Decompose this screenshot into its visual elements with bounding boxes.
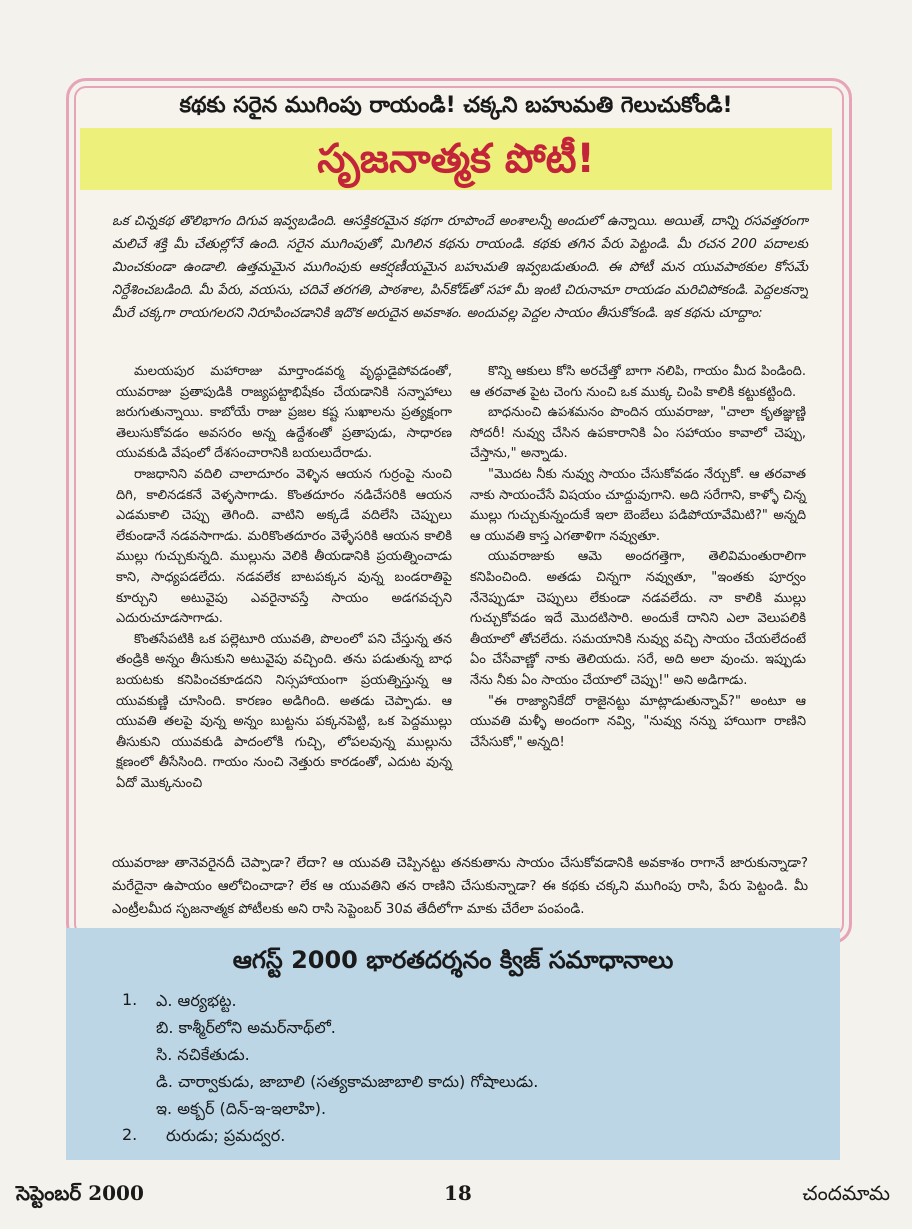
quiz-answer: బి. కాశ్మీర్‌లోని అమర్‌నాథ్‌లో. (156, 1018, 336, 1037)
story-paragraph: "మొదట నీకు నువ్వు సాయం చేసుకోవడం నేర్చుకో. ఆ తరవాత నాకు సాయంచేసే విషయం చూద్దువుగాని. అది సరేగాని, కాళ్ళో చిన్న ముల్లు గుచ్చుకున్నందుకే ఇలా బెంబేలు పడిపోయావేమిటి?" అన్నది ఆ యువతి కాస్త ఎగతాళిగా నవ్వుతూ. (470, 466, 806, 544)
contest-intro: ఒక చిన్నకథ తొలిభాగం దిగువ ఇవ్వబడింది. ఆసక్తికరమైన కథగా రూపొందే అంశాలన్నీ అందులో ఉన్నాయి. అయితే, దాన్ని రసవత్తరంగా మలిచే శక్తి మీ చేతుల్లోనే ఉంది. సరైన ముగింపుతో, మిగిలిన కథను రాయండి. కథకు తగిన పేరు పెట్టండి. మీ రచన 200 పదాలకు మించకుండా ఉండాలి. ఉత్తమమైన ముగింపుకు ఆకర్షణీయమైన బహుమతి ఇవ్వబడుతుంది. ఈ పోటీ మన యువపాఠకుల కోసమే నిర్దేశించబడింది. మీ పేరు, వయసు, చదివే తరగతి, పాఠశాల, పిన్‌కోడ్‌తో సహా మీ ఇంటి చిరునామా రాయడం మరిచిపోకండి. పెద్దలకన్నా మీరే చక్కగా రాయగలరని నిరూపించడానికి ఇదొక అరుదైన అవకాశం. అందువల్ల పెద్దల సాయం తీసుకోకండి. ఇక కథను చూద్దాం: (112, 214, 808, 321)
contest-tagline: కథకు సరైన ముగింపు రాయండి! చక్కని బహుమతి గెలుచుకోండి! (179, 93, 733, 118)
story-paragraph: మలయపుర మహారాజు మార్తాండవర్మ వృద్ధుడైపోవడంతో, యువరాజు ప్రతాపుడికి రాజ్యపట్టాభిషేకం చేయడానికి సన్నాహాలు జరుగుతున్నాయి. కాబోయే రాజు ప్రజల కష్ట సుఖాలను ప్రత్యక్షంగా తెలుసుకోవడం అవసరం అన్న ఉద్దేశంతో ప్రతాపుడు, సాధారణ యువకుడి వేషంలో దేశసంచారానికి బయలుదేరాడు. (116, 364, 452, 462)
contest-instructions: యువరాజు తానెవరైనదీ చెప్పాడా? లేదా? ఆ యువతి చెప్పినట్టు తనకుతాను సాయం చేసుకోవడానికి అవకాశం రాగానే జారుకున్నాడా? మరేదైనా ఉపాయం ఆలోచించాడా? లేక ఆ యువతిని తన రాణిని చేసుకున్నాడా? ఈ కథకు చక్కని ముగింపు రాసి, పేరు పెట్టండి. మీ ఎంట్రీలమీద సృజనాత్మక పోటీలకు అని రాసి సెప్టెంబర్ 30వ తేదీలోగా మాకు చేరేలా పంపండి. (112, 856, 808, 917)
quiz-answer: సి. నచికేతుడు. (156, 1045, 250, 1064)
quiz-title: ఆగస్ట్ 2000 భారతదర్శనం క్విజ్ సమాధానాలు (232, 946, 674, 974)
quiz-answer: ఇ. అక్బర్ (దిన్-ఇ-ఇలాహి). (156, 1099, 327, 1118)
story-column-left (116, 362, 452, 794)
story-paragraph: యువరాజుకు ఆమె అందగత్తెగా, తెలివిమంతురాలిగా కనిపించింది. అతడు చిన్నగా నవ్వుతూ, "ఇంతకు పూర్వం నేనెప్పుడూ చెప్పులు లేకుండా నడవలేదు. నా కాలికి ముల్లు గుచ్చుకోవడం ఇదే మొదటిసారి. అందుకే దానిని ఎలా వెలుపలికి తీయాలో తోచలేదు. సమయానికి నువ్వు వచ్చి సాయం చేయలేదంటే ఏం చేసేవాణ్ణో నాకు తెలియదు. సరే, అది అలా వుంచు. ఇప్పుడు నేను నీకు ఏం సాయం చేయాలో చెప్పు!" అని అడిగాడు. (470, 549, 806, 688)
story-paragraph: "ఈ రాజ్యానికేదో రాజైనట్టు మాట్లాడుతున్నావ్?" అంటూ ఆ యువతి మళ్ళీ అందంగా నవ్వి, "నువ్వు నన్ను హాయిగా రాణిని చేసేసుకో," అన్నది! (470, 693, 806, 750)
page-number: 18 (444, 1181, 472, 1205)
story-paragraph: కొంతసేపటికి ఒక పల్లెటూరి యువతి, పొలంలో పని చేస్తున్న తన తండ్రికి అన్నం తీసుకుని అటువైపు వచ్చింది. తను పడుతున్న బాధ బయటకు కనిపించకూడదని నిస్సహాయంగా ప్రయత్నిస్తున్న ఆ యువకుణ్ణి చూసింది. కారణం అడిగింది. అతడు చెప్పాడు. ఆ యువతి తలపై వున్న అన్నం బుట్టను పక్కనపెట్టి, ఒక పెద్దముల్లు తీసుకుని యువకుడి పాదంలోకి గుచ్చి, లోపలవున్న ముల్లును క్షణంలో తీసేసింది. గాయం నుంచి నెత్తురు కారడంతో, ఎదుట వున్న ఏదో మొక్కనుంచి (116, 631, 452, 791)
story-paragraph: బాధనుంచి ఉపశమనం పొందిన యువరాజు, "చాలా కృతజ్ఞుణ్ణి సోదరీ! నువ్వు చేసిన ఉపకారానికి ఏం సహాయం కావాలో చెప్పు, చేస్తాను," అన్నాడు. (470, 405, 806, 462)
story-paragraph: కొన్ని ఆకులు కోసి అరచేత్తో బాగా నలిపి, గాయం మీద పిండింది. ఆ తరవాత పైట చెంగు నుంచి ఒక ముక్క చింపి కాలికి కట్టుకట్టింది. (470, 364, 806, 400)
quiz-answer: రురుడు; ప్రమద్వర. (166, 1126, 286, 1145)
quiz-answer: డి. చార్వాకుడు, జాబాలి (సత్యకామజాబాలి కాదు) గోషాలుడు. (156, 1072, 539, 1091)
magazine-name: చందమామ (802, 1181, 890, 1205)
contest-title: సృజనాత్మక పోటీ! (317, 136, 595, 182)
quiz-answers-box (66, 928, 840, 1160)
quiz-number: 1. (122, 990, 138, 1009)
quiz-number: 2. (122, 1125, 138, 1144)
story-column-right (470, 362, 806, 753)
quiz-answer: ఎ. ఆర్యభట్ట. (156, 991, 237, 1010)
issue-date: సెప్టెంబర్ 2000 (16, 1181, 144, 1205)
contest-title-band (80, 128, 832, 190)
story-paragraph: రాజధానిని వదిలి చాలాదూరం వెళ్ళిన ఆయన గుర్రంపై నుంచి దిగి, కాలినడకనే వెళ్ళసాగాడు. కొంతదూరం నడిచేసరికి ఆయన ఎడమకాలి చెప్పు తెగింది. వాటిని అక్కడే వదిలేసి చెప్పులు లేకుండానే నడవసాగాడు. మరికొంతదూరం వెళ్ళేసరికి ఆయన కాలికి ముల్లు గుచ్చుకున్నది. ముల్లును వెలికి తీయడానికి ప్రయత్నించాడు కాని, సాధ్యపడలేదు. నడవలేక బాటపక్కన వున్న బండరాతిపై కూర్చుని అటువైపు ఎవరైనావస్తే సాయం అడగవచ్చని ఎదురుచూడసాగాడు. (116, 466, 452, 627)
